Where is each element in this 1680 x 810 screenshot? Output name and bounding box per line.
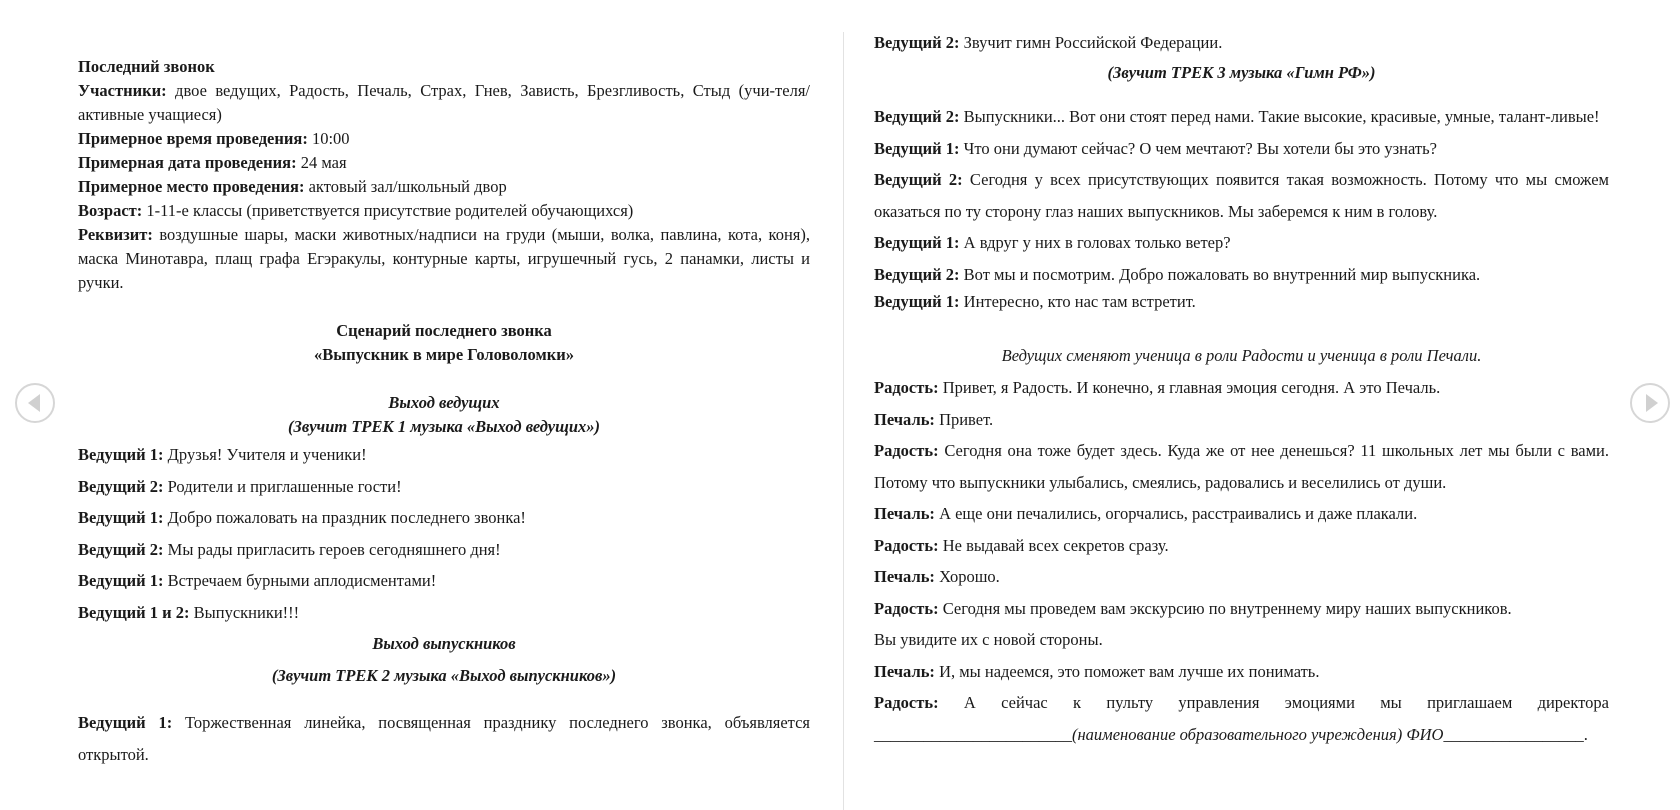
dialogue-line: [874, 133, 1609, 165]
speech: А еще они печалились, огорчались, расстраивались и даже плакали.: [934, 504, 1418, 523]
speaker: Ведущий 2:: [874, 33, 960, 52]
meta-date: [78, 151, 810, 175]
dialogue-line: [78, 534, 810, 566]
speech: Друзья! Учителя и ученики!: [163, 445, 367, 464]
chevron-right-icon: [1646, 394, 1658, 412]
dialogue-line: [874, 372, 1609, 404]
meta-value: актовый зал/школьный двор: [304, 177, 507, 196]
previous-page-button[interactable]: [15, 383, 55, 423]
dialogue-line: [874, 593, 1609, 625]
speaker: Ведущий 2:: [874, 107, 960, 126]
track-3-note: (Звучит ТРЕК 3 музыка «Гимн РФ»): [1107, 63, 1376, 82]
speaker: Печаль:: [874, 409, 935, 429]
speech: И, мы надеемся, это поможет вам лучше их понимать.: [934, 661, 1320, 681]
speaker: Печаль:: [874, 504, 935, 523]
speaker: Радость:: [874, 693, 939, 712]
meta-label: Примерная дата проведения:: [78, 153, 297, 172]
speech: Сегодня у всех присутствующих появится такая возможность. Потому что мы сможем оказаться по ту сторону глаз наших выпускников. Мы заберемся к ним в голову.: [874, 170, 1609, 221]
dialogue-block-a: [78, 439, 810, 770]
meta-value: двое ведущих, Радость, Печаль, Страх, Гнев, Зависть, Брезгливость, Стыд (учи-теля/активные учащиеся): [78, 81, 810, 124]
section-graduates-entrance: Выход выпускников: [372, 634, 516, 653]
left-page: [78, 55, 810, 770]
speaker: Ведущий 2:: [874, 264, 960, 284]
meta-value: 24 мая: [296, 153, 347, 172]
dialogue-line: [78, 565, 810, 597]
page-divider: [843, 32, 844, 810]
meta-value: 1-11-е классы (приветствуется присутствие родителей обучающихся): [142, 201, 634, 220]
blank-line: _________________.: [1443, 724, 1588, 744]
meta-time: [78, 127, 810, 151]
stage-direction: Ведущих сменяют ученица в роли Радости и ученица в роли Печали.: [1001, 346, 1482, 365]
speech: Не выдавай всех секретов сразу.: [938, 535, 1169, 555]
speech: А сейчас к пульту управления эмоциями мы приглашаем директора: [938, 693, 1609, 712]
speaker: Ведущий 2:: [78, 476, 164, 496]
dialogue-line: [78, 502, 810, 534]
speaker: Ведущий 2:: [874, 170, 963, 189]
meta-place: [78, 175, 810, 199]
dialogue-line: [874, 227, 1609, 259]
speaker: Ведущий 1:: [78, 445, 164, 464]
speaker: Ведущий 1:: [78, 713, 173, 732]
speech: Мы рады пригласить героев сегодняшнего дня!: [163, 539, 501, 559]
dialogue-line: [78, 471, 810, 503]
dialogue-line: [874, 561, 1609, 593]
meta-label: Участники:: [78, 81, 167, 100]
speech: Родители и приглашенные гости!: [163, 476, 402, 496]
scenario-title: «Выпускник в мире Головоломки»: [314, 345, 574, 364]
speech: Привет.: [934, 409, 994, 429]
speaker: Радость:: [874, 378, 939, 397]
dialogue-line-opening: [78, 707, 810, 770]
dialogue-line-interest: [874, 290, 1609, 314]
speaker: Ведущий 1:: [78, 571, 164, 590]
speaker: Радость:: [874, 598, 939, 618]
meta-value: 10:00: [307, 129, 350, 148]
dialogue-line: [874, 164, 1609, 227]
blank-caption: (наименование образовательного учреждения) ФИО: [1072, 724, 1444, 744]
meta-value: воздушные шары, маски животных/надписи на груди (мыши, волка, павлина, кота, коня), маска Минотавра, плащ графа Егэракулы, контурные карты, игрушечный гусь, 2 панамки, листы и ручки.: [78, 225, 810, 292]
speech: Звучит гимн Российской Федерации.: [959, 33, 1223, 52]
speaker: Ведущий 1:: [874, 138, 960, 158]
speaker: Печаль:: [874, 567, 935, 586]
blank-line: ________________________: [874, 724, 1072, 744]
speech: Что они думают сейчас? О чем мечтают? Вы хотели бы это узнать?: [959, 138, 1437, 158]
speech: Торжественная линейка, посвященная празднику последнего звонка, объявляется открытой.: [78, 713, 810, 764]
meta-label: Примерное время проведения:: [78, 129, 308, 148]
dialogue-line: [874, 530, 1609, 562]
dialogue-line-new-side: Вы увидите их с новой стороны.: [874, 630, 1103, 649]
next-page-button[interactable]: [1630, 383, 1670, 423]
speaker: Печаль:: [874, 661, 935, 681]
document-title: Последний звонок: [78, 57, 215, 76]
speaker: Ведущий 1 и 2:: [78, 602, 190, 622]
meta-age: [78, 199, 810, 223]
dialogue-line-director: [874, 687, 1609, 719]
speaker: Ведущий 1:: [874, 292, 960, 311]
speech: Выпускники... Вот они стоят перед нами. Такие высокие, красивые, умные, талант-ливые!: [959, 107, 1600, 126]
speaker: Ведущий 2:: [78, 539, 164, 559]
meta-label: Примерное место проведения:: [78, 177, 305, 196]
scenario-heading: Сценарий последнего звонка: [336, 321, 552, 340]
meta-label: Возраст:: [78, 201, 143, 220]
speech: Вот мы и посмотрим. Добро пожаловать во внутренний мир выпускника.: [959, 264, 1481, 284]
speech: Интересно, кто нас там встретит.: [959, 292, 1196, 311]
meta-participants: [78, 79, 810, 127]
chevron-left-icon: [28, 394, 40, 412]
dialogue-block-c: [874, 372, 1609, 750]
dialogue-line: [874, 259, 1609, 291]
track-2-note: (Звучит ТРЕК 2 музыка «Выход выпускников»): [271, 665, 617, 685]
dialogue-line: [874, 404, 1609, 436]
dialogue-line: [78, 597, 810, 629]
track-1-note: (Звучит ТРЕК 1 музыка «Выход ведущих»): [287, 417, 601, 436]
dialogue-line-hope: [874, 656, 1609, 688]
dialogue-line-fill-blank: [874, 719, 1609, 751]
speech: Хорошо.: [934, 567, 1000, 586]
section-hosts-entrance: Выход ведущих: [388, 393, 500, 412]
speaker: Ведущий 1:: [874, 233, 960, 252]
speech: Привет, я Радость. И конечно, я главная эмоция сегодня. А это Печаль.: [938, 378, 1441, 397]
dialogue-line-anthem: [874, 31, 1609, 55]
dialogue-line: [874, 498, 1609, 530]
speaker: Радость:: [874, 441, 939, 460]
speech: Сегодня она тоже будет здесь. Куда же от нее денешься? 11 школьных лет мы были с вами. Потому что выпускники улыбались, смеялись, радовались и веселились от души.: [874, 441, 1609, 492]
right-page: [874, 31, 1609, 750]
speech: Сегодня мы проведем вам экскурсию по внутреннему миру наших выпускников.: [938, 598, 1512, 618]
speech: А вдруг у них в головах только ветер?: [959, 233, 1231, 252]
dialogue-line: [874, 435, 1609, 498]
speech: Встречаем бурными аплодисментами!: [163, 571, 437, 590]
speaker: Радость:: [874, 535, 939, 555]
meta-label: Реквизит:: [78, 225, 153, 244]
speaker: Ведущий 1:: [78, 508, 164, 527]
speech: Добро пожаловать на праздник последнего звонка!: [163, 508, 526, 527]
speech: Выпускники!!!: [189, 602, 300, 622]
dialogue-block-b: [874, 101, 1609, 290]
dialogue-line: [78, 439, 810, 471]
dialogue-line: [874, 101, 1609, 133]
meta-props: [78, 223, 810, 295]
